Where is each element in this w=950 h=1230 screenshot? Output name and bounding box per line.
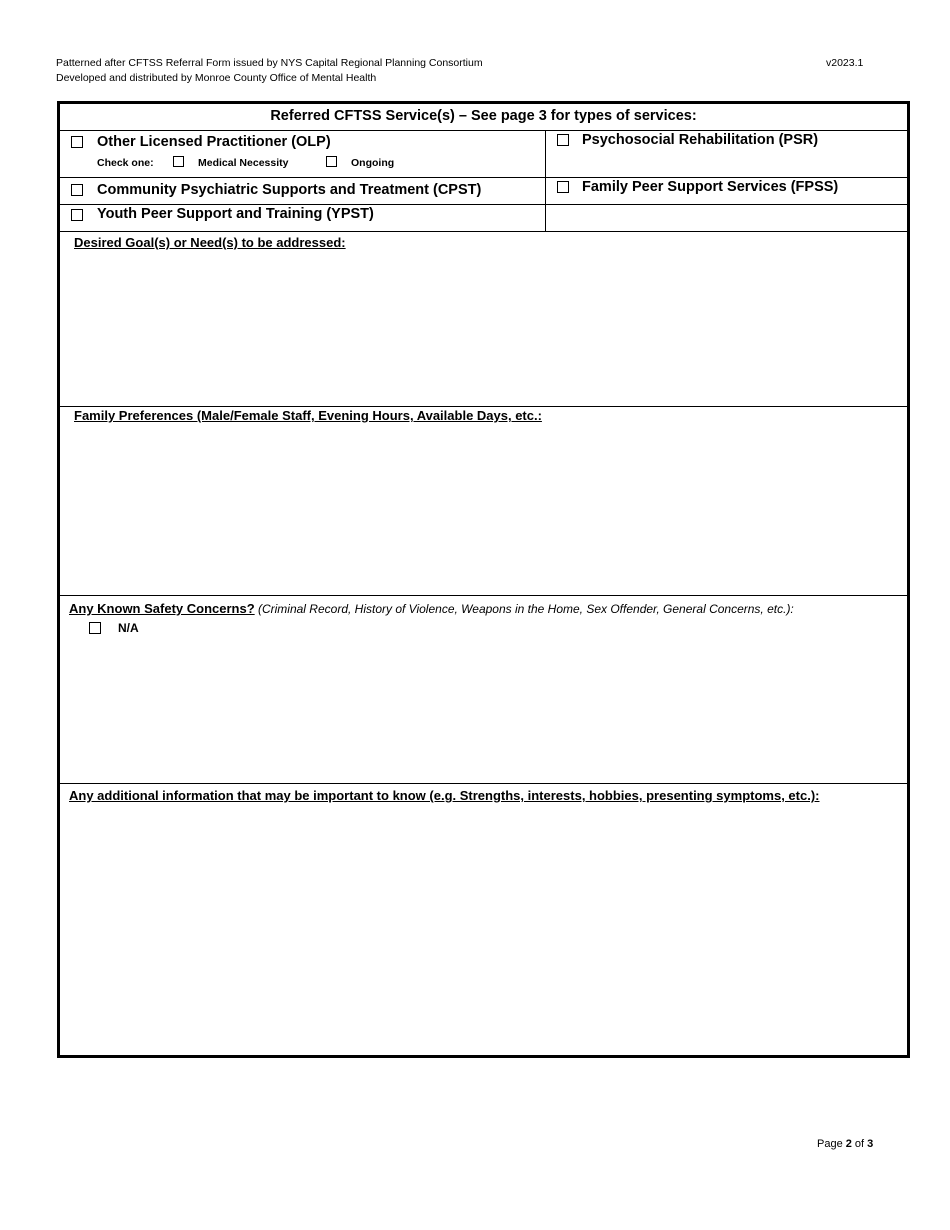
na-label: N/A (118, 621, 139, 635)
divider (60, 783, 907, 784)
fpss-checkbox[interactable] (557, 181, 569, 193)
origin-line-1: Patterned after CFTSS Referral Form issued by NYS Capital Regional Planning Consortium (56, 57, 483, 69)
page-current: 2 (845, 1138, 852, 1150)
preferences-input-area[interactable] (70, 428, 897, 588)
psr-checkbox[interactable] (557, 134, 569, 146)
ypst-checkbox[interactable] (71, 209, 83, 221)
medical-necessity-label: Medical Necessity (198, 157, 289, 169)
page-of: of (851, 1138, 868, 1150)
check-one-label: Check one: (97, 157, 154, 169)
olp-checkbox[interactable] (71, 136, 83, 148)
cpst-label: Community Psychiatric Supports and Treatment (CPST) (97, 182, 482, 198)
page-prefix: Page (817, 1138, 846, 1150)
page-total: 3 (867, 1138, 874, 1150)
na-checkbox[interactable] (89, 622, 101, 634)
divider (60, 204, 907, 205)
goals-heading: Desired Goal(s) or Need(s) to be addressed: (74, 235, 346, 250)
divider (60, 595, 907, 596)
fpss-label: Family Peer Support Services (FPSS) (582, 179, 839, 195)
services-title: Referred CFTSS Service(s) – See page 3 for types of services: (270, 108, 697, 124)
page-number (817, 1138, 873, 1150)
divider (60, 231, 907, 232)
safety-hint: (Criminal Record, History of Violence, Weapons in the Home, Sex Offender, General Concerns, etc.): (254, 602, 794, 616)
origin-line-2: Developed and distributed by Monroe County Office of Mental Health (56, 72, 377, 84)
divider (60, 130, 907, 131)
divider (60, 177, 907, 178)
cpst-checkbox[interactable] (71, 184, 83, 196)
goals-input-area[interactable] (70, 254, 897, 399)
ongoing-label: Ongoing (351, 157, 395, 169)
safety-label: Any Known Safety Concerns? (69, 601, 255, 616)
ongoing-checkbox[interactable] (326, 156, 337, 167)
column-divider (545, 130, 546, 231)
form-version: v2023.1 (826, 57, 864, 69)
safety-input-area[interactable] (70, 642, 897, 777)
form-origin-note (56, 56, 483, 86)
safety-heading (69, 600, 794, 618)
medical-necessity-checkbox[interactable] (173, 156, 184, 167)
preferences-heading: Family Preferences (Male/Female Staff, Evening Hours, Available Days, etc.: (74, 408, 542, 423)
olp-label: Other Licensed Practitioner (OLP) (97, 134, 331, 150)
referral-form-box (57, 101, 910, 1058)
psr-label: Psychosocial Rehabilitation (PSR) (582, 132, 819, 148)
additional-info-heading: Any additional information that may be important to know (e.g. Strengths, interests, hobbies, presenting symptoms, etc.): (69, 788, 820, 803)
additional-info-input-area[interactable] (70, 809, 897, 1044)
divider (60, 406, 907, 407)
ypst-label: Youth Peer Support and Training (YPST) (97, 206, 374, 222)
